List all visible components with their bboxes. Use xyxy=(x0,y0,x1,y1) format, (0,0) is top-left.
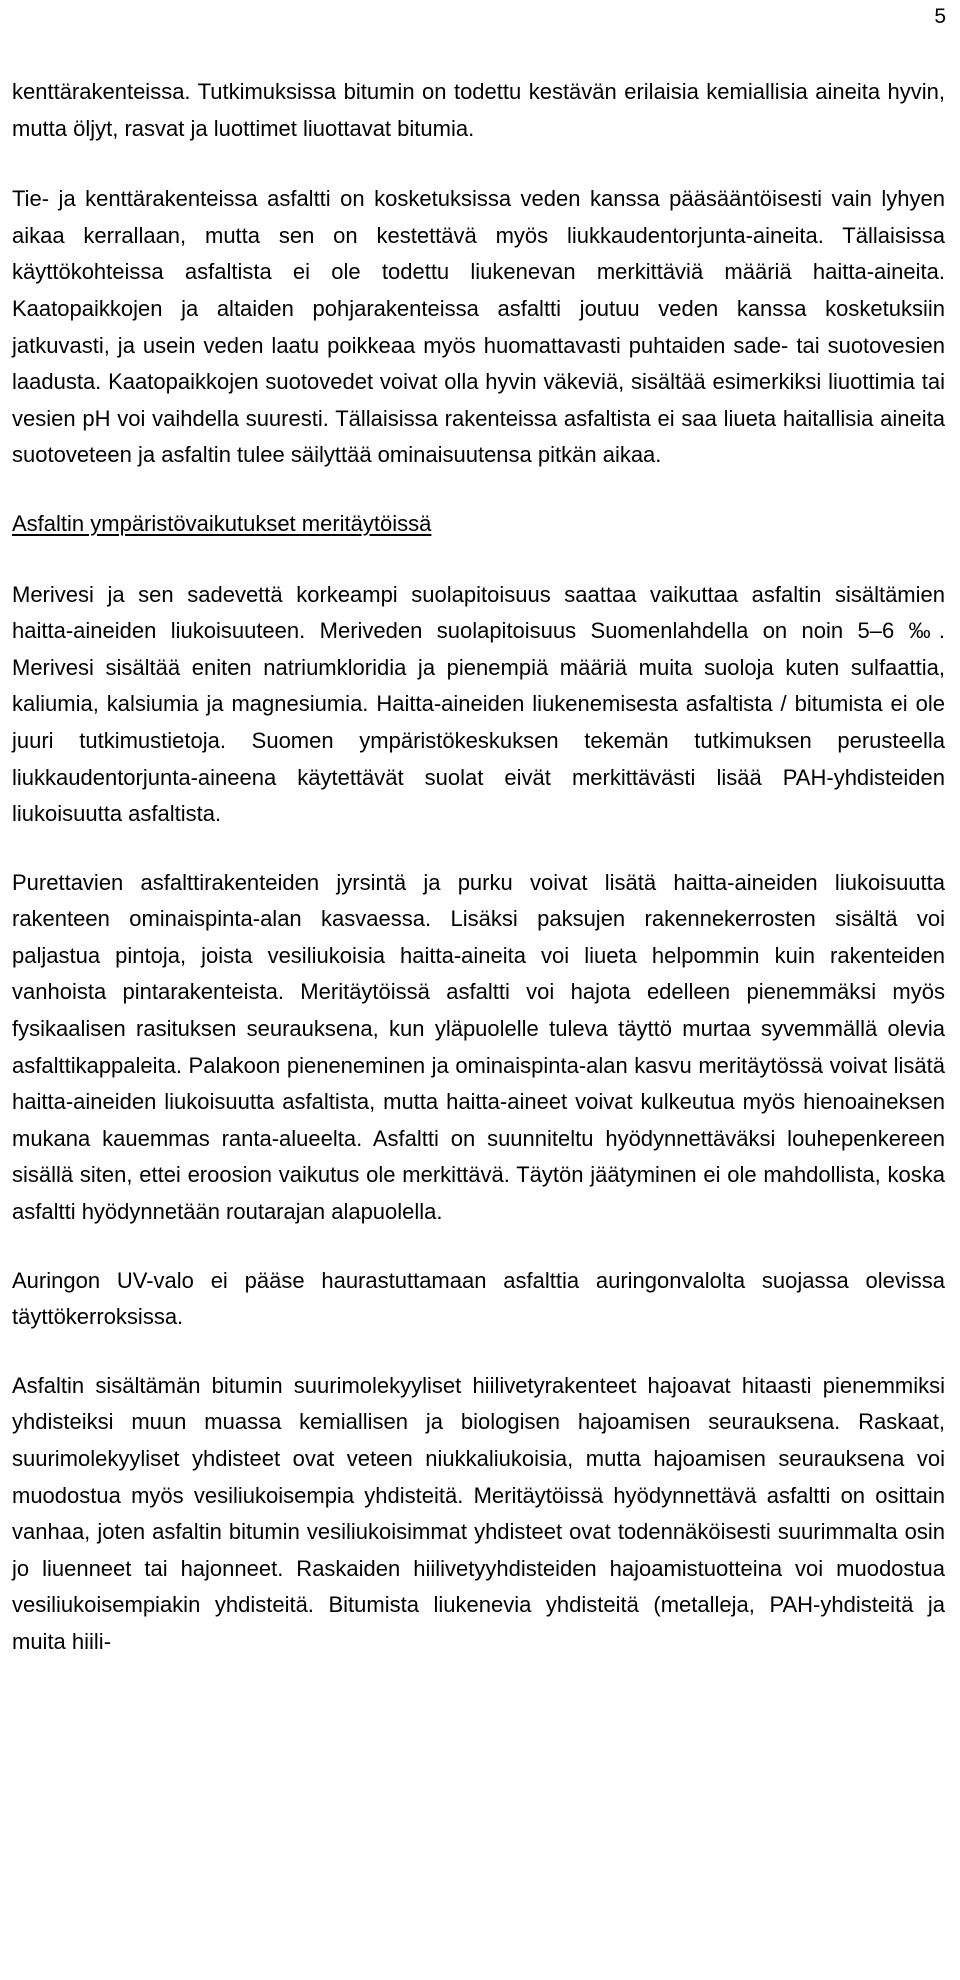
section-heading: Asfaltin ympäristövaikutukset meritäytöissä xyxy=(12,510,432,536)
page-number: 5 xyxy=(934,5,946,28)
document-body xyxy=(12,74,945,1693)
paragraph-bitumen-degradation: Asfaltin sisältämän bitumin suurimolekyyliset hiilivetyrakenteet hajoavat hitaasti pienemmiksi yhdisteiksi muun muassa kemiallisen ja biologisen hajoamisen seurauksena. Raskaat, suurimolekyyliset yhdisteet ovat veteen niukkaliukoisia, mutta hajoamisen seurauksena voi muodostua myös vesiliukoisempia yhdisteitä. Meritäytöissä hyödynnettävä asfaltti on osittain vanhaa, joten asfaltin bitumin vesiliukoisimmat yhdisteet ovat todennäköisesti suurimmalta osin jo liuenneet tai hajonneet. Raskaiden hiilivetyyhdisteiden hajoamistuotteina voi muodostua vesiliukoisempiakin yhdisteitä. Bitumista liukenevia yhdisteitä (metalleja, PAH-yhdisteitä ja muita hiili- xyxy=(12,1372,945,1654)
paragraph-seawater-salinity: Merivesi ja sen sadevettä korkeampi suolapitoisuus saattaa vaikuttaa asfaltin sisältämien haitta-aineiden liukoisuuteen. Meriveden suolapitoisuus Suomenlahdella on noin 5–6 ‰. Merivesi sisältää eniten natriumkloridia ja pienempiä määriä muita suoloja kuten sulfaattia, kaliumia, kalsiumia ja magnesiumia. Haitta-aineiden liukenemisesta asfaltista / bitumista ei ole juuri tutkimustietoja. Suomen ympäristökeskuksen tekemän tutkimuksen perusteella liukkaudentorjunta-aineena käytettävät suolat eivät merkittävästi lisää PAH-yhdisteiden liukoisuutta asfaltista. xyxy=(12,581,945,827)
paragraph-road-structures: Tie- ja kenttärakenteissa asfaltti on kosketuksissa veden kanssa pääsääntöisesti vain lyhyen aikaa kerrallaan, mutta sen on kestettävä myös liukkaudentorjunta-aineita. Tällaisissa käyttökohteissa asfaltista ei ole todettu liukenevan merkittäviä määriä haitta-aineita. Kaatopaikkojen ja altaiden pohjarakenteissa asfaltti joutuu veden kanssa kosketuksiin jatkuvasti, ja usein veden laatu poikkeaa myös huomattavasti puhtaiden sade- tai suotovesien laadusta. Kaatopaikkojen suotovedet voivat olla hyvin väkeviä, sisältää esimerkiksi liuottimia tai vesien pH voi vaihdella suuresti. Tällaisissa rakenteissa asfaltista ei saa liueta haitallisia aineita suotoveteen ja asfaltin tulee säilyttää ominaisuutensa pitkän aikaa. xyxy=(12,186,945,468)
paragraph-uv-light: Auringon UV-valo ei pääse haurastuttamaan asfalttia auringonvalolta suojassa olevissa täyttökerroksissa. xyxy=(12,1267,945,1330)
paragraph-bitumen-resistance: kenttärakenteissa. Tutkimuksissa bitumin on todettu kestävän erilaisia kemiallisia aineita hyvin, mutta öljyt, rasvat ja luottimet liuottavat bitumia. xyxy=(12,79,945,141)
paragraph-demolition-milling: Purettavien asfalttirakenteiden jyrsintä ja purku voivat lisätä haitta-aineiden liukoisuutta rakenteen ominaispinta-alan kasvaessa. Lisäksi paksujen rakennekerrosten sisältä voi paljastua pintoja, joista vesiliukoisia haitta-aineita voi liueta helpommin kuin rakenteiden vanhoista pintarakenteista. Meritäytöissä asfaltti voi hajota edelleen pienemmäksi myös fysikaalisen rasituksen seurauksena, kun yläpuolelle tuleva täyttö murtaa syvemmällä olevia asfalttikappaleita. Palakoon pieneneminen ja ominaispinta-alan kasvu meritäytössä voivat lisätä haitta-aineiden liukoisuutta asfaltista, mutta haitta-aineet voivat kulkeutua myös hienoaineksen mukana kauemmas ranta-alueelta. Asfaltti on suunniteltu hyödynnettäväksi louhepenkereen sisällä siten, ettei eroosion vaikutus ole merkittävä. Täytön jäätyminen ei ole mahdollista, koska asfaltti hyödynnetään routarajan alapuolella. xyxy=(12,869,945,1225)
